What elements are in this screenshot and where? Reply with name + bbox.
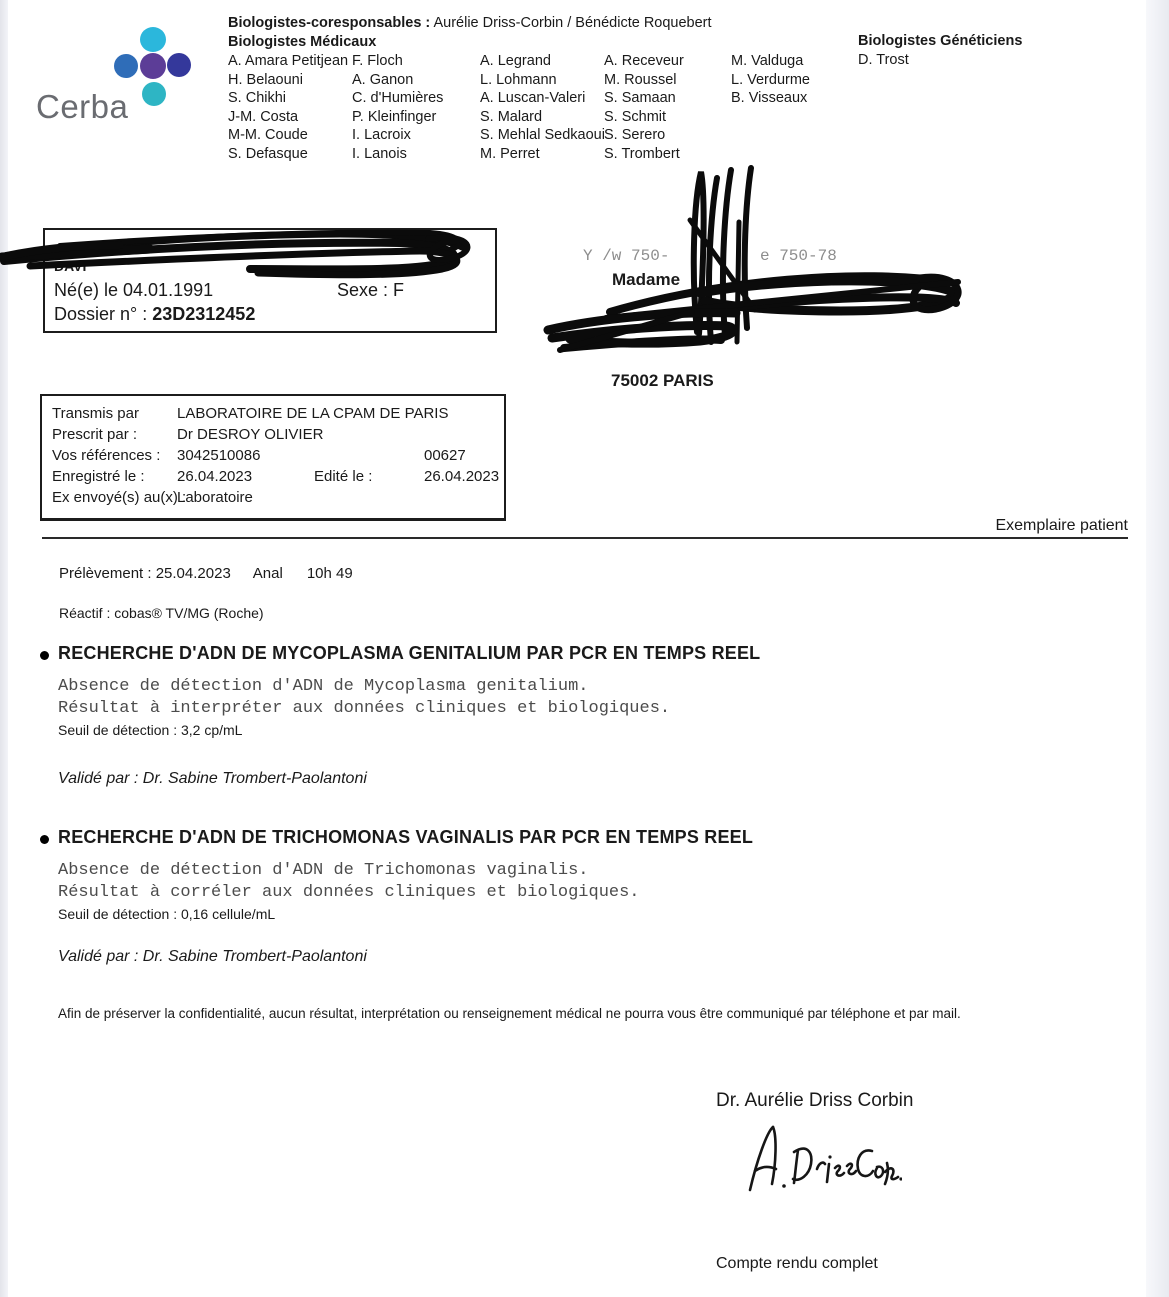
coresponsables-line — [228, 14, 841, 33]
transmission-row — [42, 426, 504, 446]
validated-by: Validé par : Dr. Sabine Trombert-Paolantoni — [58, 770, 367, 787]
bullet-icon — [40, 835, 49, 844]
row-value: 3042510086 — [177, 447, 261, 464]
biologist-name: F. Floch — [352, 53, 403, 69]
transmission-row — [42, 405, 504, 425]
result-line: Absence de détection d'ADN de Trichomonas vaginalis. — [58, 861, 589, 880]
report-status: Compte rendu complet — [716, 1255, 878, 1272]
biologist-name: A. Receveur — [604, 53, 684, 69]
scan-edge-right — [1146, 0, 1169, 1297]
logo-dot-icon — [114, 54, 138, 78]
specimen-date: Prélèvement : 25.04.2023 — [59, 565, 231, 582]
patient-info-box — [43, 228, 497, 333]
biologists-columns — [228, 52, 841, 163]
biologist-name: J-M. Costa — [228, 108, 299, 125]
row-value: LABORATOIRE DE LA CPAM DE PARIS — [177, 405, 449, 422]
biologist-name: M-M. Coude — [228, 127, 308, 143]
dossier-number: 23D2312452 — [152, 304, 256, 324]
result-line: Résultat à interpréter aux données cliniques et biologiques. — [58, 699, 671, 718]
routing-seg1: Y /w 750- — [583, 247, 670, 265]
biologists-header — [228, 14, 841, 163]
signing-doctor-name: Dr. Aurélie Driss Corbin — [716, 1090, 914, 1111]
biologist-name: C. d'Humières — [352, 90, 444, 106]
biologist-name: B. Visseaux — [731, 90, 808, 106]
biologist-name: L. Verdurme — [731, 71, 810, 88]
scan-edge-left — [0, 0, 8, 1297]
dossier-label: Dossier n° : — [54, 304, 153, 324]
biologist-name: S. Schmit — [604, 108, 667, 125]
biologist-name: M. Roussel — [604, 71, 677, 88]
biologist-name: S. Mehlal Sedkaoui — [480, 127, 605, 143]
coresponsables-value: Aurélie Driss-Corbin / Bénédicte Roquebert — [430, 15, 712, 31]
biologist-name: L. Lohmann — [480, 71, 557, 88]
cerba-logo — [30, 18, 210, 125]
row-label: Prescrit par : — [52, 426, 138, 443]
transmission-box — [40, 394, 506, 521]
patient-birthdate: Né(e) le 04.01.1991 — [54, 280, 214, 300]
logo-dot-icon — [142, 82, 166, 106]
biologist-name: H. Belaouni — [228, 71, 303, 88]
row-value: Dr DESROY OLIVIER — [177, 426, 324, 443]
bullet-icon — [40, 651, 49, 660]
medicaux-label: Biologistes Médicaux — [228, 33, 377, 50]
specimen-time: 10h 49 — [306, 565, 353, 582]
transmission-row — [42, 468, 504, 488]
biologists-col-3 — [480, 52, 604, 163]
routing-code-line — [583, 247, 837, 265]
section-title-trichomonas: RECHERCHE D'ADN DE TRICHOMONAS VAGINALIS PAR PCR EN TEMPS REEL — [58, 827, 754, 847]
row-extra-value: 26.04.2023 — [424, 468, 500, 485]
biologist-name: I. Lanois — [352, 145, 407, 162]
biologist-name: A. Luscan-Valeri — [480, 90, 586, 106]
biologist-name: M. Perret — [480, 145, 540, 162]
coresponsables-label: Biologistes-coresponsables : — [228, 15, 431, 31]
biologists-col-5 — [731, 52, 841, 163]
recipient-city: 75002 PARIS — [611, 371, 714, 390]
validated-by: Validé par : Dr. Sabine Trombert-Paolantoni — [58, 948, 367, 965]
biologist-name: P. Kleinfinger — [352, 108, 437, 125]
result-text-trichomonas — [58, 860, 640, 904]
row-value: Laboratoire — [177, 489, 253, 506]
logo-dot-icon — [140, 27, 166, 52]
biologist-name: S. Trombert — [604, 145, 680, 162]
routing-seg2: e 750-78 — [760, 247, 837, 265]
specimen-line — [59, 565, 353, 582]
biologists-col-1 — [228, 52, 352, 163]
biologists-col-2 — [352, 52, 480, 163]
biologist-name: A. Amara Petitjean — [228, 53, 349, 69]
copy-type-label: Exemplaire patient — [995, 517, 1128, 534]
doctor-signature — [742, 1120, 902, 1205]
specimen-site: Anal — [252, 565, 283, 582]
detection-threshold: Seuil de détection : 0,16 cellule/mL — [58, 906, 276, 922]
row-extra-value: 00627 — [424, 447, 466, 464]
biologist-name: S. Samaan — [604, 90, 676, 106]
biologists-col-4 — [604, 52, 731, 163]
row-label: Enregistré le : — [52, 468, 145, 485]
section-title-mycoplasma: RECHERCHE D'ADN DE MYCOPLASMA GENITALIUM PAR PCR EN TEMPS REEL — [58, 643, 761, 663]
logo-wordmark: Cerba — [36, 88, 129, 125]
biologist-name: A. Legrand — [480, 53, 551, 69]
row-label: Transmis par — [52, 405, 139, 422]
result-line: Résultat à corréler aux données cliniques et biologiques. — [58, 883, 640, 902]
logo-dot-icon — [167, 53, 191, 77]
confidentiality-notice: Afin de préserver la confidentialité, aucun résultat, interprétation ou renseignement médical ne pourra vous être communiqué par téléphone et par mail. — [58, 1006, 961, 1021]
transmission-row — [42, 489, 504, 509]
logo-dot-icon — [140, 53, 166, 79]
patient-sex: Sexe : F — [337, 280, 405, 300]
detection-threshold: Seuil de détection : 3,2 cp/mL — [58, 722, 243, 738]
biologist-name: A. Ganon — [352, 71, 414, 88]
patient-name-visible: DAVI — [54, 258, 87, 274]
geneticist-name: D. Trost — [858, 51, 909, 68]
biologist-name: S. Chikhi — [228, 90, 287, 106]
biologist-name: I. Lacroix — [352, 127, 411, 143]
separator-line — [42, 537, 1128, 539]
row-value: 26.04.2023 — [177, 468, 253, 485]
row-label: Ex envoyé(s) au(x) : — [52, 489, 187, 506]
reagent-line: Réactif : cobas® TV/MG (Roche) — [59, 605, 264, 621]
biologist-name: M. Valduga — [731, 53, 804, 69]
biologist-name: S. Serero — [604, 127, 666, 143]
biologist-name: S. Malard — [480, 108, 543, 125]
patient-dossier — [54, 304, 255, 325]
row-label: Vos références : — [52, 447, 161, 464]
geneticists-header — [858, 32, 1022, 69]
biologist-name: S. Defasque — [228, 145, 308, 162]
result-text-mycoplasma — [58, 676, 670, 720]
recipient-title: Madame — [612, 270, 681, 289]
row-extra-label: Edité le : — [314, 468, 373, 485]
geneticiens-label: Biologistes Généticiens — [858, 33, 1023, 49]
result-line: Absence de détection d'ADN de Mycoplasma genitalium. — [58, 677, 589, 696]
transmission-row — [42, 447, 504, 467]
